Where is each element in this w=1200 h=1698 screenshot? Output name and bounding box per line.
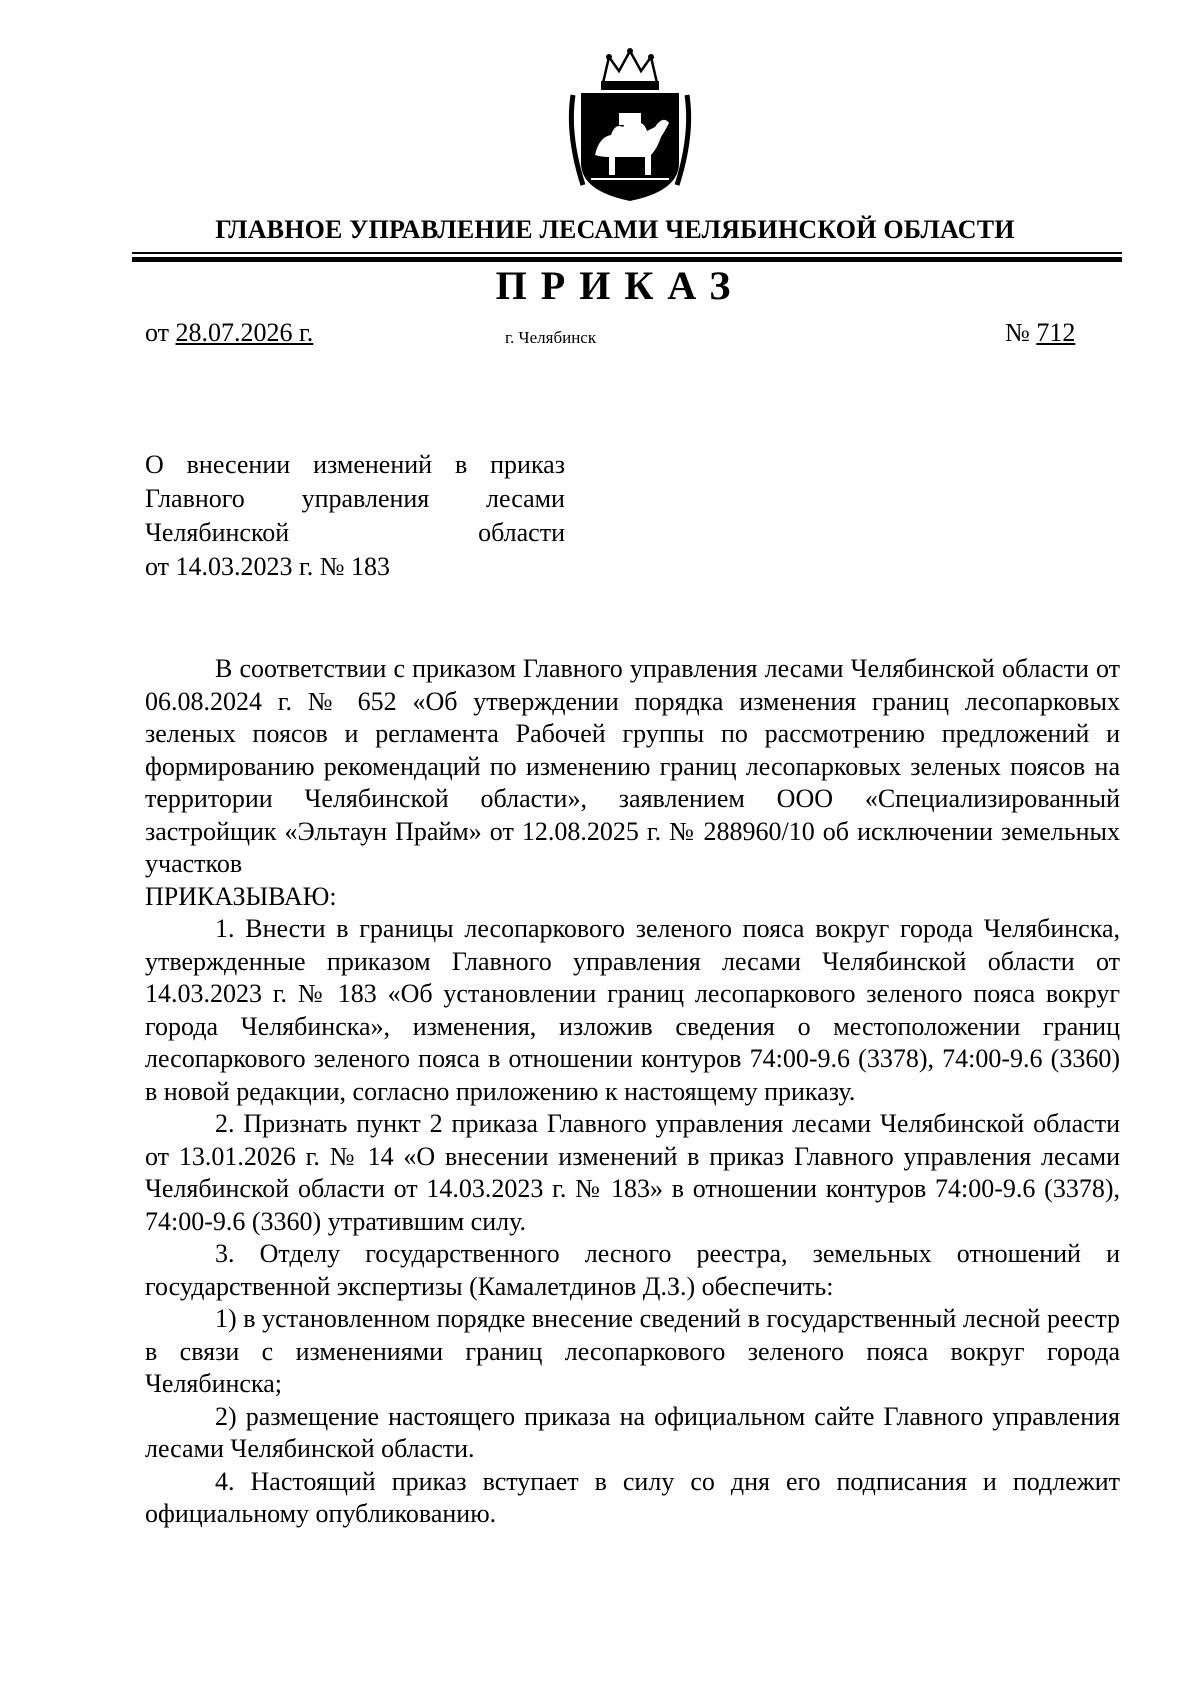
item-2-paragraph: 2. Признать пункт 2 приказа Главного управления лесами Челябинской области от 13.01.2026 г. № 14 «О внесении изменений в приказ Главного управления лесами Челябинской области от 14.03.2023 г. № 183» в отношении контуров 74:00-9.6 (3378), 74:00-9.6 (3360) утратившим силу. xyxy=(145,1109,1120,1236)
date-prefix: от xyxy=(145,318,176,347)
subject-line xyxy=(145,550,565,584)
document-number xyxy=(1005,318,1075,348)
subject-word: от 14.03.2023 г. № 183 xyxy=(145,552,391,581)
subject-word: О xyxy=(145,450,164,479)
subject-line xyxy=(145,448,565,482)
subject-word: лесами xyxy=(486,484,565,513)
item-3-paragraph: 3. Отделу государственного лесного реестра, земельных отношений и государственной экспертизы (Камалетдинов Д.З.) обеспечить: xyxy=(145,1239,1120,1301)
item-3-1-paragraph: 1) в установленном порядке внесение сведений в государственный лесной реестр в связи с изменениями границ лесопаркового зеленого пояса вокруг города Челябинска; xyxy=(145,1304,1120,1398)
subject-line xyxy=(145,482,565,516)
subject-word: Главного xyxy=(145,484,245,513)
header-rule-thin xyxy=(132,252,1122,254)
subject-word: управления xyxy=(301,484,430,513)
number-value: 712 xyxy=(1036,318,1076,347)
item-1-paragraph: 1. Внести в границы лесопаркового зеленого пояса вокруг города Челябинска, утвержденные приказом Главного управления лесами Челябинской области от 14.03.2023 г. № 183 «Об установлении границ лесопаркового зеленого пояса вокруг города Челябинска», изменения, изложив сведения о местоположении границ лесопаркового зеленого пояса в отношении контуров 74:00-9.6 (3378), 74:00-9.6 (3360) в новой редакции, согласно приложению к настоящему приказу. xyxy=(145,914,1120,1106)
number-prefix: № xyxy=(1005,318,1037,347)
order-word: ПРИКАЗЫВАЮ: xyxy=(145,881,337,911)
document-body xyxy=(145,653,1120,1531)
organization-name: ГЛАВНОЕ УПРАВЛЕНИЕ ЛЕСАМИ ЧЕЛЯБИНСКОЙ ОБЛАСТИ xyxy=(215,215,1015,244)
subject-word: области xyxy=(478,518,565,547)
document-date xyxy=(145,318,313,348)
subject-word: в xyxy=(454,450,468,479)
document-type-title: ПРИКАЗ xyxy=(495,263,745,308)
document-city: г. Челябинск xyxy=(505,328,597,347)
subject-word: Челябинской xyxy=(145,518,290,547)
subject-word: приказ xyxy=(490,450,565,479)
subject-word: внесении xyxy=(186,450,291,479)
subject-word: изменений xyxy=(313,450,433,479)
preamble-paragraph: В соответствии с приказом Главного управления лесами Челябинской области от 06.08.2024 г. № 652 «Об утверждении порядка изменения границ лесопарковых зеленых поясов и регламента Рабочей группы по рассмотрению предложений и формированию рекомендаций по изменению границ лесопарковых зеленых поясов на территории Челябинской области», заявлением ООО «Специализированный застройщик «Эльтаун Прайм» от 12.08.2025 г. № 288960/10 об исключении земельных участков xyxy=(145,654,1120,878)
date-value: 28.07.2026 г. xyxy=(175,318,314,347)
item-3-2-paragraph: 2) размещение настоящего приказа на официальном сайте Главного управления лесами Челябинской области. xyxy=(145,1401,1120,1463)
document-subject xyxy=(145,448,565,584)
chelyabinsk-coat-of-arms-icon xyxy=(565,45,695,205)
subject-line xyxy=(145,516,565,550)
item-4-paragraph: 4. Настоящий приказ вступает в силу со дня его подписания и подлежит официальному опубликованию. xyxy=(145,1466,1120,1528)
